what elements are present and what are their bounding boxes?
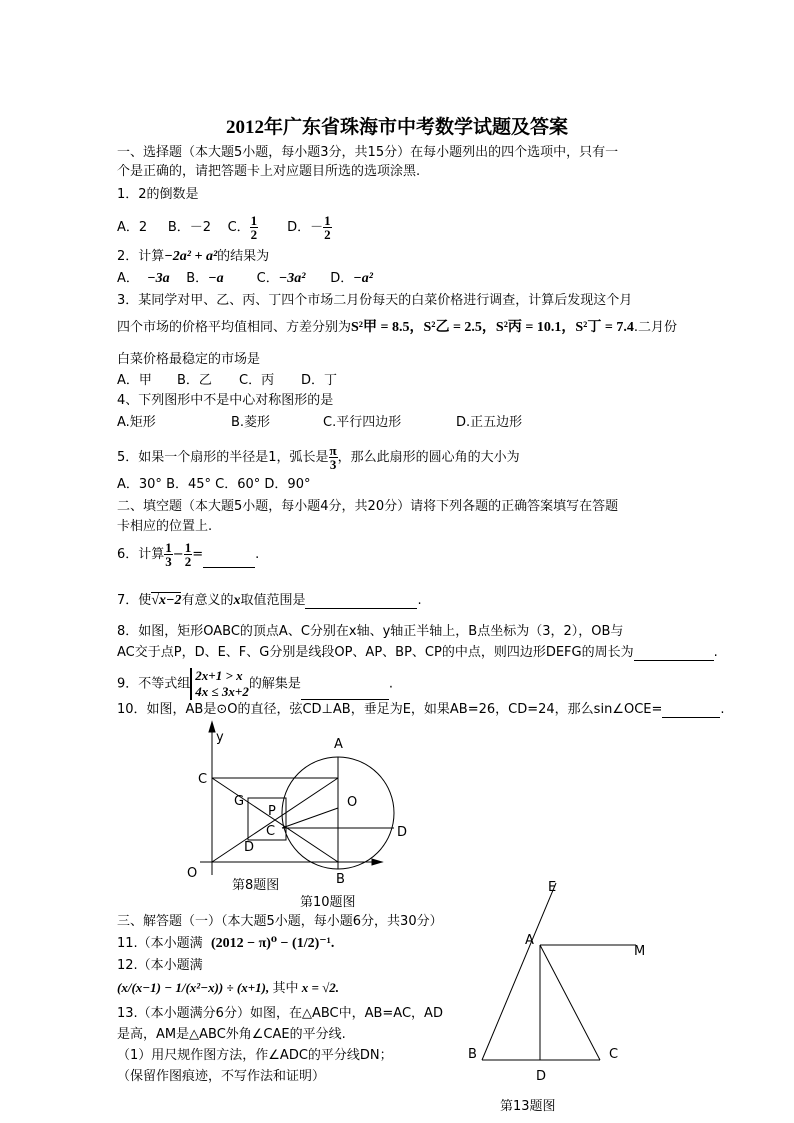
figure-13 bbox=[482, 883, 636, 1060]
fig10-label-d: D bbox=[397, 825, 408, 840]
q5-options: A．30° B．45° C．60° D．90° bbox=[117, 477, 311, 492]
fig13-label-b: B bbox=[468, 1047, 477, 1062]
fig10-caption: 第10题图 bbox=[300, 895, 356, 910]
page-title: 2012年广东省珠海市中考数学试题及答案 bbox=[225, 117, 568, 138]
fig10-label-c: C bbox=[266, 824, 276, 839]
q13-line2: 是高，AM是△ABC外角∠CAE的平分线. bbox=[117, 1027, 346, 1042]
q1-option-b: B．－2 bbox=[167, 220, 212, 235]
fig10-label-b: B bbox=[336, 872, 345, 887]
fig8-label-c: C bbox=[198, 772, 208, 787]
q10: 10．如图，AB是⊙O的直径，弦CD⊥AB，垂足为E，如果AB=26，CD=24，那么sin∠OCE= . bbox=[117, 702, 725, 717]
section2-intro: 二、填空题（本大题5小题，每小题4分，共20分）请将下列各题的正确答案填写在答题 bbox=[117, 499, 619, 514]
fig13-label-c: C bbox=[609, 1047, 619, 1062]
fig8-label-d: D bbox=[244, 840, 255, 855]
q5-stem: 5．如果一个扇形的半径是1，弧长是 $\frac{\pi}{3}$ ，那么此扇形的圆心角的大小为 bbox=[117, 443, 520, 472]
q2-options: A． −3a B．−a C．−3a² D．−a² bbox=[117, 271, 373, 286]
q1-c-fraction: $\frac{1}{2}$ bbox=[250, 213, 258, 242]
q13-line3: （1）用尺规作图方法，作∠ADC的平分线DN； bbox=[117, 1048, 393, 1063]
q1-stem: 1．2的倒数是 bbox=[117, 187, 199, 202]
q3-line1: 3．某同学对甲、乙、丙、丁四个市场二月份每天的白菜价格进行调查，计算后发现这个月 bbox=[117, 293, 633, 308]
section1-intro: 一、选择题（本大题5小题，每小题3分，共15分）在每小题列出的四个选项中，只有一 bbox=[117, 145, 619, 160]
q7: 7．使√x−2有意义的x取值范围是 . bbox=[117, 593, 422, 608]
fig13-label-a: A bbox=[525, 933, 534, 948]
figure-10 bbox=[282, 757, 394, 869]
q13-line1: 13.（本小题满分6分）如图，在△ABC中，AB=AC，AD bbox=[117, 1006, 443, 1021]
fig8-label-p: P bbox=[268, 804, 276, 819]
q12-expression: (x/(x−1) − 1/(x²−x)) ÷ (x+1), 其中 x = √2. bbox=[117, 980, 339, 996]
fig10-label-o: O bbox=[347, 795, 358, 810]
q9: 9．不等式组 2x+1 > x 4x ≤ 3x+2 的解集是 . bbox=[117, 668, 393, 699]
q2-stem: 2．计算−2a² + a²的结果为 bbox=[117, 249, 270, 264]
fig10-label-a: A bbox=[334, 737, 343, 752]
q4-stem: 4、下列图形中不是中心对称图形的是 bbox=[117, 393, 334, 408]
fig8-label-g: G bbox=[234, 794, 245, 809]
q13-line4: （保留作图痕迹，不写作法和证明） bbox=[117, 1069, 326, 1084]
q8-line2: AC交于点P，D、E、F、G分别是线段OP、AP、BP、CP的中点，则四边形DEFG的周长为 . bbox=[117, 645, 718, 660]
q1-option-a: A．2 bbox=[117, 220, 148, 235]
fig13-caption: 第13题图 bbox=[500, 1099, 556, 1114]
q8-line1: 8．如图，矩形OABC的顶点A、C分别在x轴、y轴正半轴上，B点坐标为（3，2），OB与 bbox=[117, 624, 624, 639]
fig13-label-m: M bbox=[634, 944, 646, 959]
fig8-caption: 第8题图 bbox=[232, 878, 280, 893]
fig13-label-d: D bbox=[536, 1069, 547, 1084]
fig8-label-y: y bbox=[216, 730, 224, 745]
q1-option-d: D．－ bbox=[287, 220, 324, 235]
section2-intro-2: 卡相应的位置上. bbox=[117, 519, 213, 534]
fig13-label-e: E bbox=[548, 880, 557, 895]
q3-line3: 白菜价格最稳定的市场是 bbox=[117, 352, 261, 367]
section1-intro-2: 个是正确的，请把答题卡上对应题目所选的选项涂黑. bbox=[117, 164, 421, 179]
fig8-label-o: O bbox=[187, 866, 198, 881]
section3-intro: 三、解答题（一）（本大题5小题，每小题6分，共30分） bbox=[117, 914, 443, 929]
q3-options: A．甲 B．乙 C．丙 D．丁 bbox=[117, 373, 338, 388]
q6: 6．计算 $\frac{1}{3}$ − $\frac{1}{2}$ = . bbox=[117, 540, 260, 569]
q4-options: A.矩形 B.菱形 C.平行四边形 D.正五边形 bbox=[117, 415, 523, 430]
q1-d-fraction: $\frac{1}{2}$ bbox=[324, 213, 331, 242]
q12-stem: 12.（本小题满 bbox=[117, 958, 203, 973]
q11-expression: (2012 − π)⁰ − (1/2)⁻¹. bbox=[210, 936, 335, 951]
q3-line2: 四个市场的价格平均值相同、方差分别为S²甲 = 8.5，S²乙 = 2.5，S²丙 = 10.1，S²丁 = 7.4.二月份 bbox=[117, 320, 677, 335]
q11-stem: 11.（本小题满 bbox=[117, 936, 203, 951]
q1-option-c: C． bbox=[227, 220, 250, 235]
